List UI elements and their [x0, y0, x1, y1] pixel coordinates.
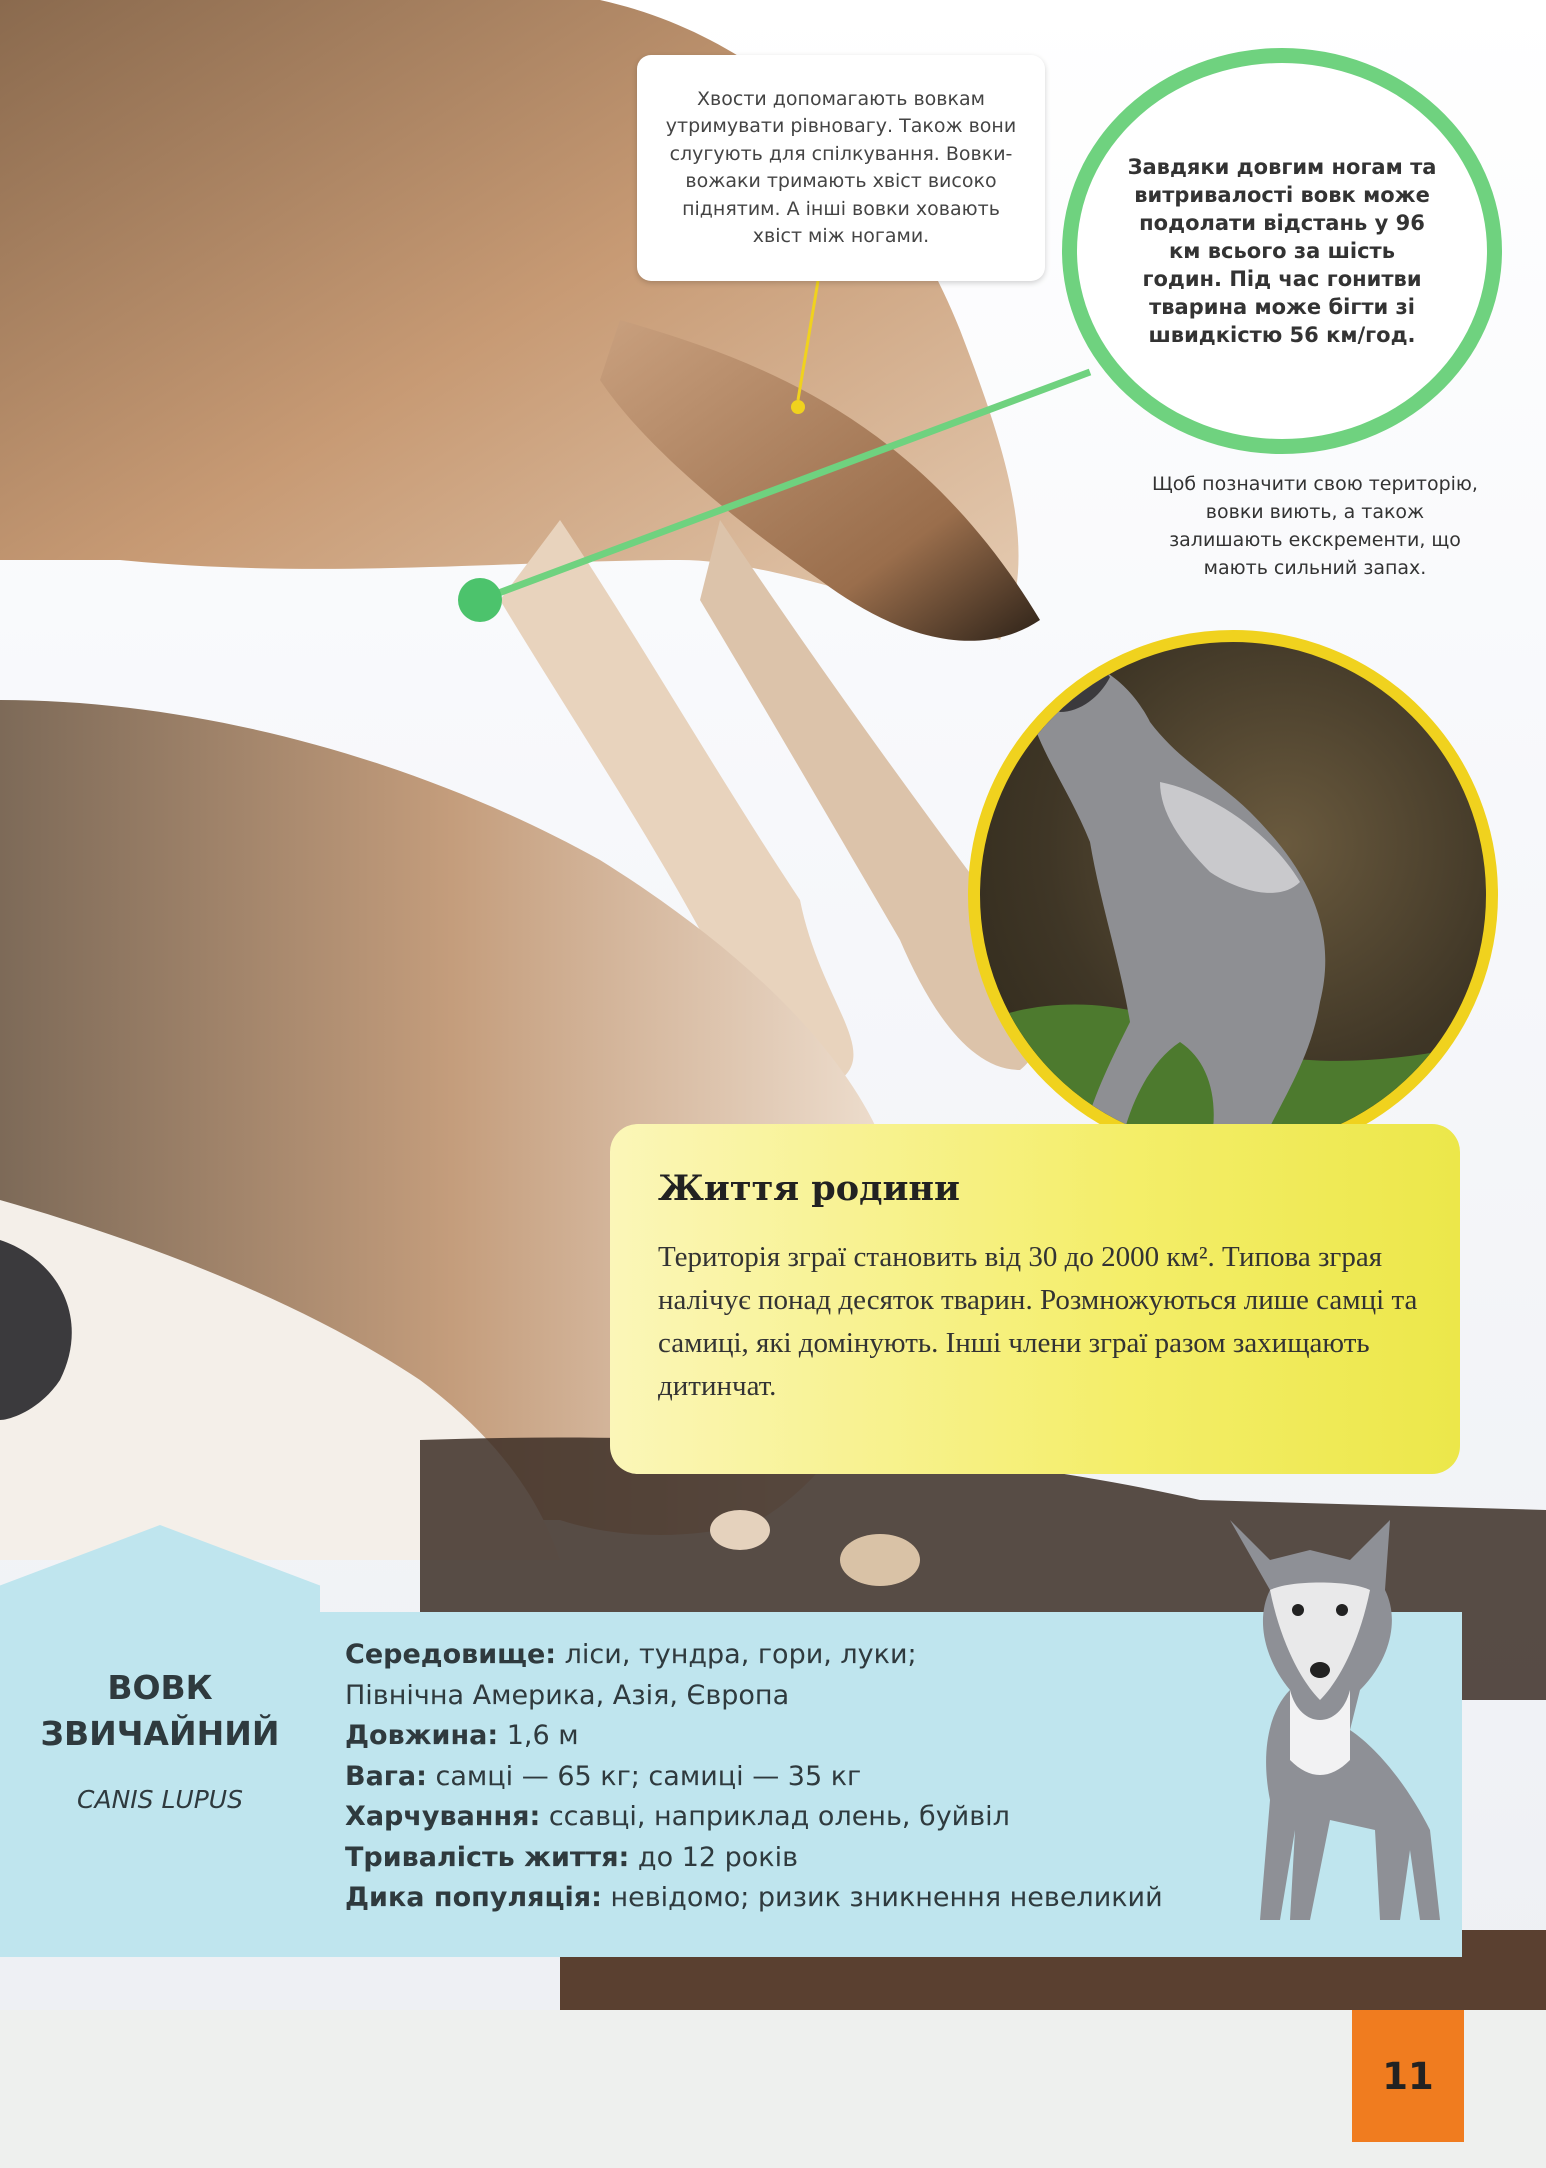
- family-life-text: Територія зграї становить від 30 до 2000 км². Типова зграя налічує понад десяток тварин. Розмножуються лише самці та самиці, які домінують. Інші члени зграї разом захищають дитинчат.: [658, 1241, 1418, 1402]
- fact-value: самці — 65 кг; самиці — 35 кг: [426, 1760, 862, 1792]
- tail-callout-text: Хвости допомагають вовкам утримувати рівновагу. Також вони слугують для спілкування. Вовки-вожаки тримають хвіст високо піднятим. А інші вовки ховають хвіст між ногами.: [665, 87, 1017, 247]
- fact-label: Тривалість життя:: [345, 1841, 630, 1873]
- fact-line: [345, 1878, 1245, 1919]
- page-number-tab: [1352, 2010, 1464, 2142]
- fact-value: ліси, тундра, гори, луки;: [556, 1639, 917, 1670]
- fact-line: [345, 1757, 1245, 1798]
- page-number: 11: [1382, 2054, 1434, 2098]
- fact-label: Довжина:: [345, 1720, 499, 1751]
- facts-list: [345, 1635, 1245, 1919]
- howling-wolf-photo: [968, 630, 1498, 1160]
- fact-value: 1,6 м: [498, 1720, 579, 1751]
- family-life-title: Життя родини: [658, 1168, 960, 1209]
- fact-line: [345, 1838, 1245, 1879]
- wolf-icon: [1210, 1500, 1500, 1920]
- fact-line: [345, 1797, 1245, 1838]
- fact-label: Харчування:: [345, 1801, 541, 1832]
- speed-callout: [1062, 48, 1502, 454]
- fact-line: [345, 1716, 1245, 1757]
- howl-caption: Щоб позначити свою територію, вовки виють, а також залишають екскременти, що мають сильний запах.: [1152, 473, 1478, 579]
- fact-value: ссавці, наприклад олень, буйвіл: [540, 1801, 1010, 1832]
- family-life-box: [610, 1124, 1460, 1474]
- fact-label: Середовище:: [345, 1639, 557, 1670]
- fact-value: Північна Америка, Азія, Європа: [345, 1679, 790, 1711]
- fact-label: Вага:: [345, 1760, 427, 1792]
- fact-value: невідомо; ризик зникнення невеликий: [601, 1882, 1163, 1913]
- speed-callout-text: Завдяки довгим ногам та витривалості вовк може подолати відстань у 96 км всього за шість годин. Під час гонитви тварина може бігти зі швидкістю 56 км/год.: [1127, 155, 1437, 347]
- tail-callout: [637, 55, 1045, 281]
- fact-value: до 12 років: [629, 1841, 799, 1873]
- fact-line: [345, 1676, 1245, 1717]
- fact-label: Дика популяція:: [345, 1882, 602, 1913]
- howling-wolf-illustration: [980, 642, 1486, 1148]
- fact-line: [345, 1635, 1245, 1676]
- species-latin-name: CANIS LUPUS: [77, 1785, 243, 1814]
- species-name: ВОВК ЗВИЧАЙНИЙ: [40, 1668, 280, 1753]
- page-footer-strip: [0, 2010, 1546, 2168]
